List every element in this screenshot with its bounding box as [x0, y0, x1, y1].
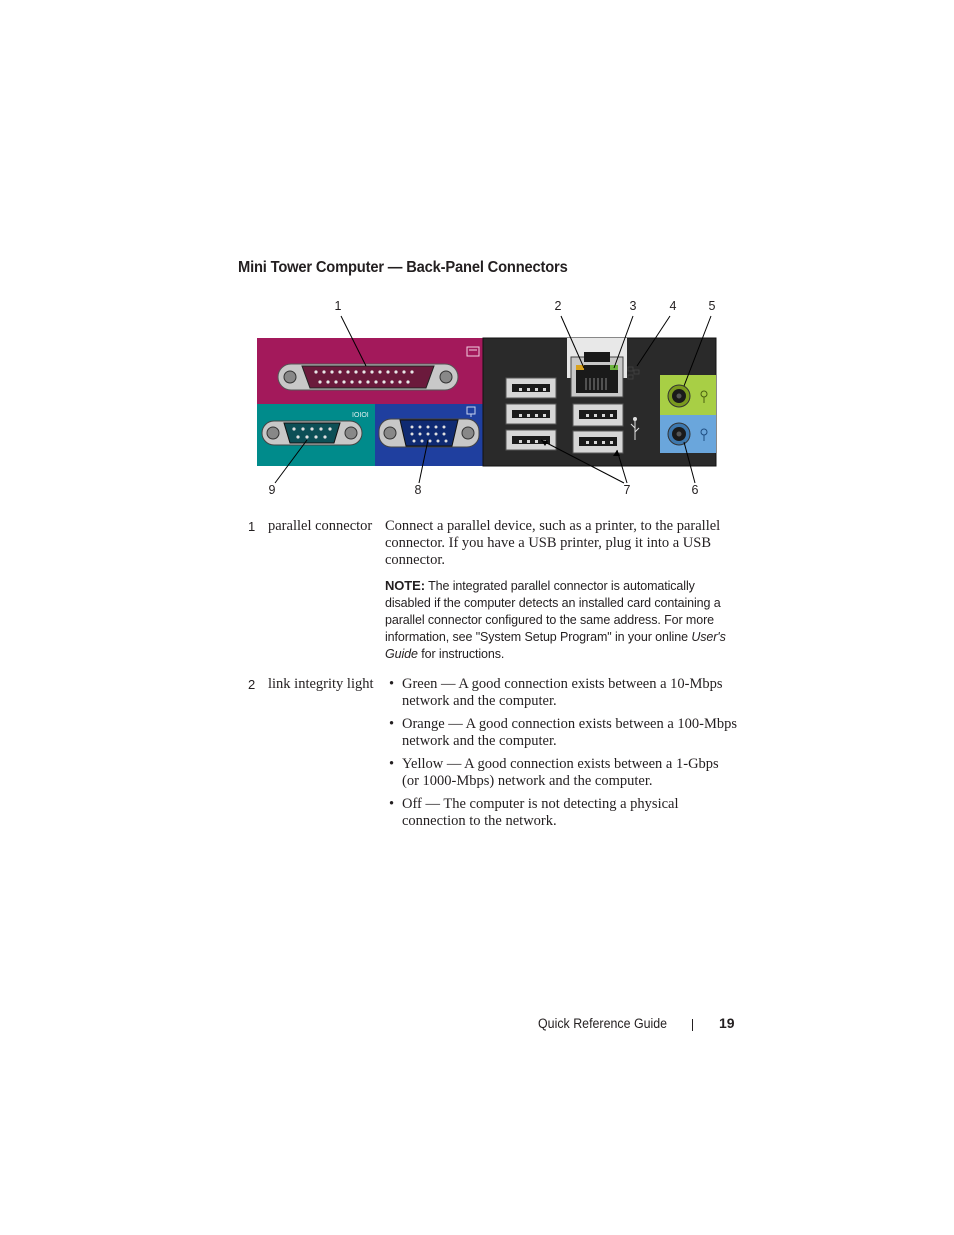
row-term: link integrity light	[268, 676, 374, 692]
line-out-connector	[668, 385, 690, 407]
back-panel-illustration	[0, 0, 954, 520]
callout-5: 5	[708, 299, 716, 313]
callout-8: 8	[414, 483, 422, 497]
list-item: • Green — A good connection exists between a 10-Mbps network and the computer.	[385, 676, 738, 710]
row-number: 1	[248, 519, 256, 534]
row-term: parallel connector	[268, 518, 373, 534]
callout-3: 3	[629, 299, 637, 313]
note-block	[385, 577, 738, 663]
callout-4: 4	[669, 299, 677, 313]
usb-connectors-left	[506, 378, 556, 450]
row-number: 2	[248, 677, 256, 692]
page-number: 19	[719, 1015, 735, 1031]
callout-6: 6	[691, 483, 699, 497]
table-row	[238, 518, 738, 668]
list-item: • Orange — A good connection exists between a 100-Mbps network and the computer.	[385, 716, 738, 750]
callout-9: 9	[268, 483, 276, 497]
serial-port-glyph: IOIOI	[352, 412, 369, 419]
network-connector	[571, 352, 623, 397]
table-row	[238, 676, 738, 830]
callout-2: 2	[554, 299, 562, 313]
note-italic: User's Guide	[385, 630, 726, 661]
page-title: Mini Tower Computer — Back-Panel Connectors	[238, 259, 568, 276]
parallel-connector	[278, 364, 458, 390]
footer-title: Quick Reference Guide	[538, 1016, 668, 1031]
bullet-list	[385, 676, 738, 830]
description-text: Connect a parallel device, such as a printer, to the parallel connector. If you have a USB printer, plug it into a USB connector.	[385, 518, 721, 568]
list-item: • Off — The computer is not detecting a physical connection to the network.	[385, 796, 738, 830]
row-description	[385, 518, 738, 663]
serial-connector	[262, 421, 362, 445]
line-in-connector	[668, 423, 690, 445]
footer-separator	[692, 1019, 693, 1031]
note-label: NOTE:	[385, 578, 425, 593]
connector-table	[238, 518, 738, 836]
callout-7: 7	[623, 483, 631, 497]
callout-1: 1	[334, 299, 342, 313]
row-description	[385, 676, 738, 830]
video-connector	[379, 419, 479, 447]
list-item: • Yellow — A good connection exists between a 1-Gbps (or 1000-Mbps) network and the computer.	[385, 756, 738, 790]
note-tail: for instructions.	[421, 647, 505, 661]
note-text: The integrated parallel connector is automatically disabled if the computer detects an installed card containing a parallel connector configured to the same address. For more information, see "System Setup Program" in your online	[385, 579, 721, 644]
